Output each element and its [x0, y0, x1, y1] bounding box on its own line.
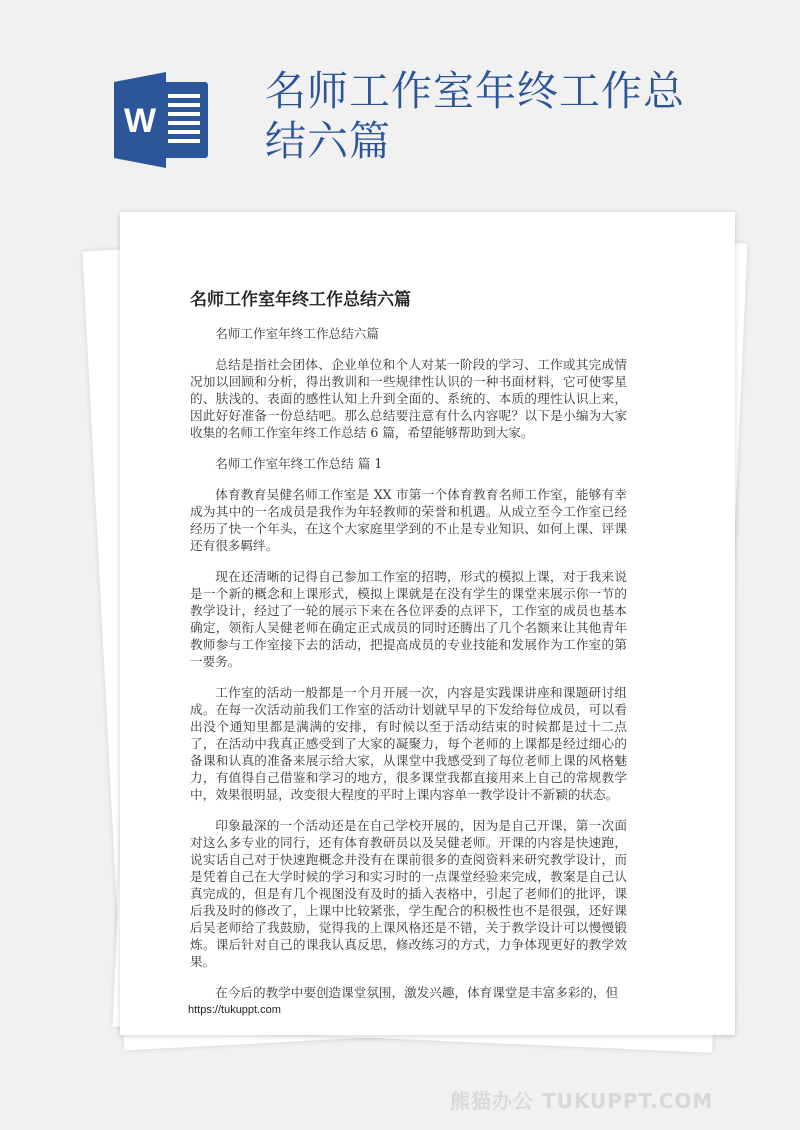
- section-heading: 名师工作室年终工作总结 篇 1: [215, 456, 383, 471]
- svg-text:W: W: [123, 102, 157, 140]
- paragraph: 印象最深的一个活动还是在自己学校开展的，因为是自己开课，第一次面对这么多专业的同行，还有体育教研员以及吴健老师。开课的内容是快速跑，说实话自己对于快速跑概念并没有在课前很多的查阅资料来研究教学设计，而是凭着自己在大学时候的学习和实习时的一点课堂经验来完成，教案是自己认真完成的，但是有几个视图没有及时的插入表格中，引起了老师们的批评，课后我及时的修改了，上课中比较紧张，学生配合的积极性也不是很强，还好课后吴老师给了我鼓励，觉得我的上课风格还是不错，关于教学设计可以慢慢锻炼。课后针对自己的课我认真反思，修改练习的方式，力争体现更好的教学效果。: [190, 818, 627, 969]
- paragraph: 体育教育吴健名师工作室是 XX 市第一个体育教育名师工作室，能够有幸成为其中的一名成员是我作为年轻教师的荣誉和机遇。从成立至今工作室已经经历了快一个年头，在这个大家庭里学到的不止是专业知识、如何上课、评课还有很多羁绊。: [190, 487, 627, 553]
- watermark: 熊猫办公 TUKUPPT.COM: [450, 1089, 714, 1113]
- paragraph: 在今后的教学中要创造课堂氛围，激发兴趣，体育课堂是丰富多彩的，但: [215, 985, 619, 1000]
- paragraph: 工作室的活动一般都是一个月开展一次，内容是实践课讲座和课题研讨组成。在每一次活动前我们工作室的活动计划就早早的下发给每位成员，可以看出没个通知里都是满满的安排，有时候以至于活动结束的时候都是过十二点了，在活动中我真正感受到了大家的凝聚力，每个老师的上课都是经过细心的备课和认真的准备来展示给大家，从课堂中我感受到了每位老师上课的风格魅力，有值得自己借鉴和学习的地方，很多课堂我都直接用来上自己的常规教学中，效果很明显，改变很大程度的平时上课内容单一教学设计不新颖的状态。: [190, 685, 627, 802]
- document-heading: 名师工作室年终工作总结六篇: [265, 67, 685, 165]
- section-heading: 名师工作室年终工作总结六篇: [215, 326, 379, 341]
- page-title: 名师工作室年终工作总结六篇: [190, 290, 411, 310]
- preview-header: [0, 0, 800, 200]
- document-page: [120, 212, 735, 1035]
- footer-url: https://tukuppt.com: [188, 1004, 281, 1016]
- document-body: [190, 325, 627, 1015]
- word-document-icon: [110, 70, 210, 170]
- paragraph: 总结是指社会团体、企业单位和个人对某一阶段的学习、工作或其完成情况加以回顾和分析，得出教训和一些规律性认识的一种书面材料，它可使零星的、肤浅的、表面的感性认知上升到全面的、系统的、本质的理性认识上来，因此好好准备一份总结吧。那么总结要注意有什么内容呢？以下是小编为大家收集的名师工作室年终工作总结 6 篇，希望能够帮助到大家。: [190, 357, 627, 440]
- paragraph: 现在还清晰的记得自己参加工作室的招聘，形式的模拟上课，对于我来说是一个新的概念和上课形式，模拟上课就是在没有学生的课堂来展示你一节的教学设计，经过了一轮的展示下来在各位评委的点评下，工作室的成员也基本确定，领衔人吴健老师在确定正式成员的同时还腾出了几个名额来让其他青年教师参与工作室接下去的活动，把提高成员的专业技能和发展作为工作室的第一要务。: [190, 569, 627, 669]
